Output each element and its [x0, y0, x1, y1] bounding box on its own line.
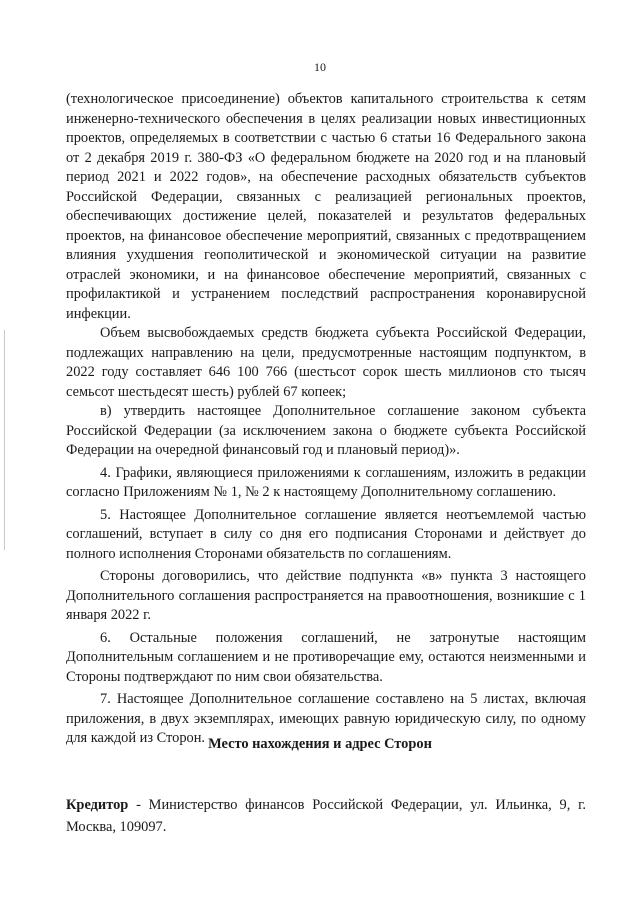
creditor-text: - Министерство финансов Российской Федерации, ул. Ильинка, 9, г. Москва, 109097. [66, 797, 586, 835]
creditor-label: Кредитор [66, 797, 129, 813]
creditor-address [66, 794, 586, 838]
paragraph-item-7: 7. Настоящее Дополнительное соглашение составлено на 5 листах, включая приложения, в двух экземплярах, имеющих равную юридическую силу, по одному для каждой из Сторон. [66, 691, 586, 746]
paragraph-subitem-v: в) утвердить настоящее Дополнительное соглашение законом субъекта Российской Федерации (за исключением закона о бюджете субъекта Российской Федерации на очередной финансовый год и плановый период)». [66, 403, 586, 458]
document-body [66, 90, 586, 749]
paragraph-item-6: 6. Остальные положения соглашений, не затронутые настоящим Дополнительным соглашением и не противоречащие ему, остаются неизменными и Стороны подтверждают по ним свои обязательства. [66, 629, 586, 685]
paragraph-continuation: (технологическое присоединение) объектов капитального строительства к сетям инженерно-технического обеспечения в целях реализации новых инвестиционных проектов, определяемых в соответствии с частью 6 статьи 16 Федерального закона от 2 декабря 2019 г. 380-ФЗ «О федеральном бюджете на 2020 год и на плановый период 2021 и 2022 годов», на обеспечение расходных обязательств субъектов Российской Федерации, связанных с реализацией региональных проектов, обеспечивающих достижение целей, показателей и результатов федеральных проектов, на финансовое обеспечение мероприятий, связанных с предотвращением влияния ухудшения геополитической и экономической ситуации на развитие отраслей экономики, и на финансовое обеспечение мероприятий, связанных с профилактикой и устранением последствий распространения коронавирусной инфекции. [66, 91, 586, 322]
paragraph-budget-volume: Объем высвобождаемых средств бюджета субъекта Российской Федерации, подлежащих направлению на цели, предусмотренные настоящим подпунктом, в 2022 году составляет 646 100 766 (шестьсот сорок шесть миллионов сто тысяч семьсот шестьдесят шесть) рублей 67 копеек; [66, 325, 586, 400]
section-title: Место нахождения и адрес Сторон [208, 736, 432, 752]
paragraph-item-5: 5. Настоящее Дополнительное соглашение является неотъемлемой частью соглашений, вступает в силу со дня его подписания Сторонами и действует до полного исполнения Сторонами обязательств по соглашениям. [66, 506, 586, 562]
page-number: 10 [314, 60, 326, 74]
paragraph-item-4: 4. Графики, являющиеся приложениями к соглашениям, изложить в редакции согласно Приложениям № 1, № 2 к настоящему Дополнительному соглашению. [66, 464, 586, 500]
paragraph-parties-agreed: Стороны договорились, что действие подпункта «в» пункта 3 настоящего Дополнительного соглашения распространяется на правоотношения, возникшие с 1 января 2022 г. [66, 568, 586, 623]
scan-margin-mark [4, 330, 5, 550]
